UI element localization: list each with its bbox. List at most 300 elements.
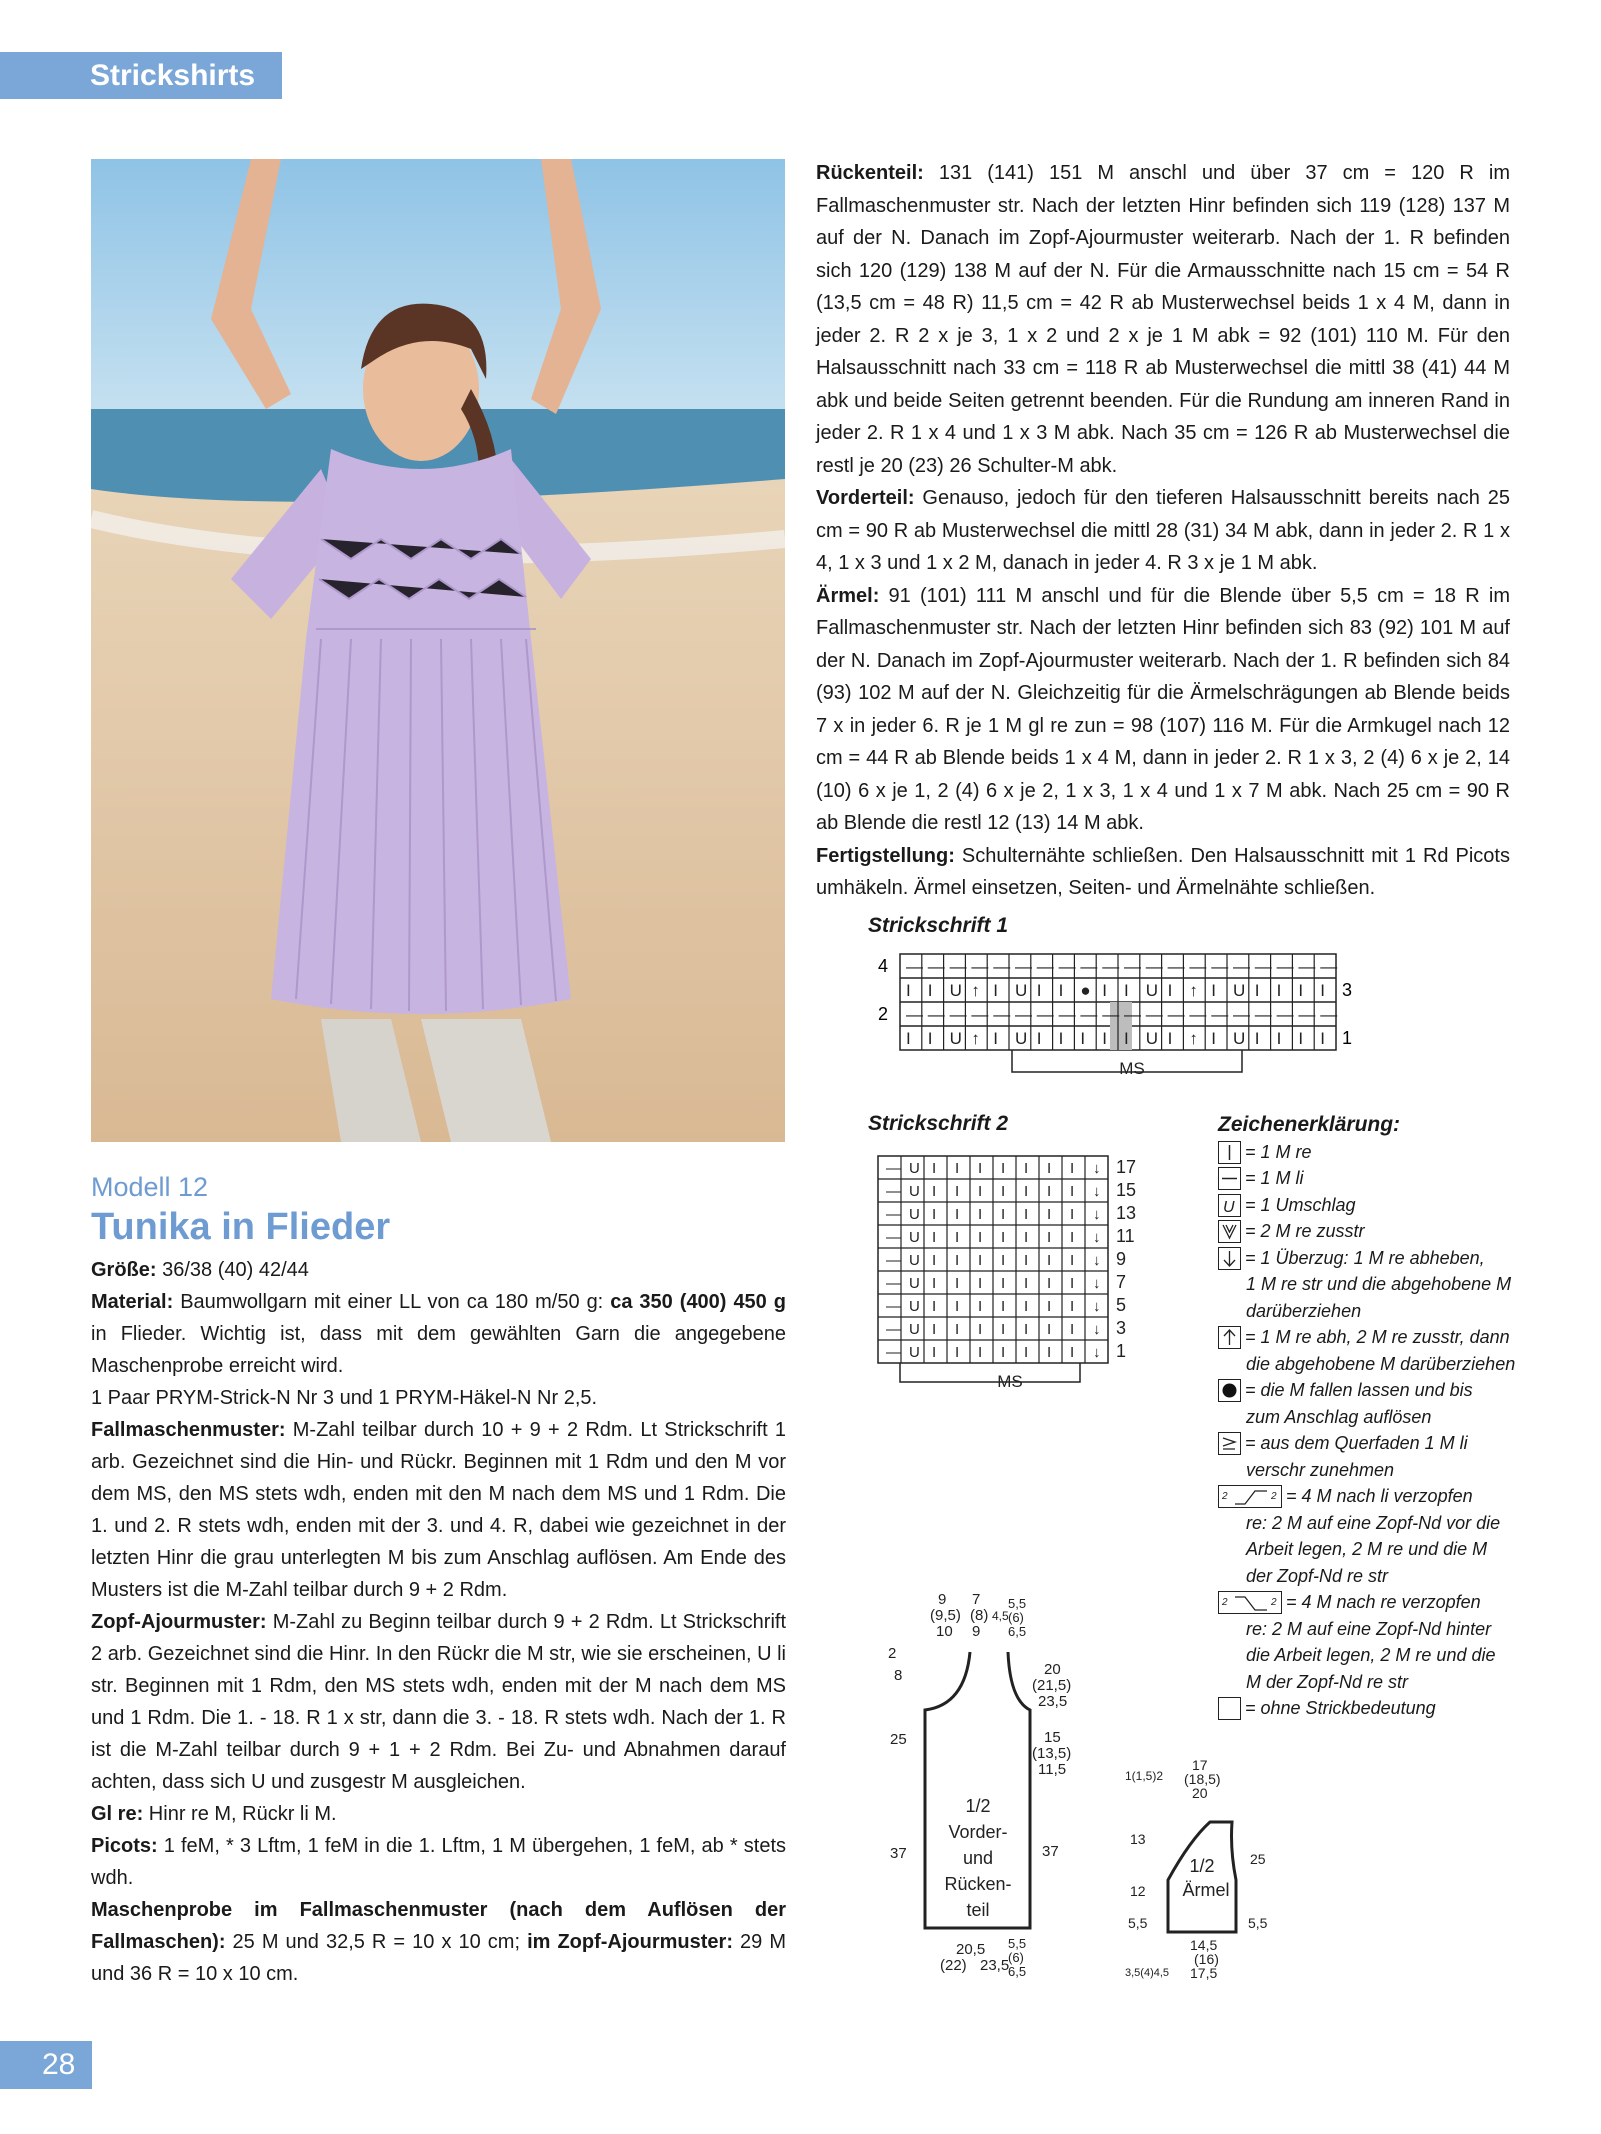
svg-text:I: I [927,1029,933,1048]
chart1-row-1: 1 [1342,1028,1353,1048]
svg-text:I: I [1070,1275,1075,1292]
svg-text:I: I [1047,1275,1052,1292]
svg-text:I: I [1047,1321,1052,1338]
chart1-title: Strickschrift 1 [868,914,1009,937]
body-label-1: 1/2 [965,1796,991,1816]
body-right-235: 23,5 [1038,1693,1068,1710]
svg-text:I: I [1001,1252,1006,1269]
svg-text:I: I [978,1229,983,1246]
legend-title: Zeichenerklärung: [1218,1113,1401,1136]
body-top-7: 7 [972,1591,981,1608]
svg-text:I: I [1254,981,1260,1000]
chart1-row-3: 3 [1342,980,1353,1000]
body-top-9b: 9 [972,1623,981,1640]
svg-text:I: I [932,1275,937,1292]
svg-text:—: — [1015,957,1032,976]
legend-drop-2: zum Anschlag auflösen [1246,1406,1432,1427]
svg-text:U: U [1015,1029,1028,1048]
body-top-55: 5,5 [1008,1596,1027,1611]
body-bottom-55: 5,5 [1008,1936,1027,1951]
svg-text:I: I [1254,1029,1260,1048]
body-top-9: 9 [938,1591,947,1608]
instructions-left [91,1170,786,1990]
svg-text:↓: ↓ [1093,1160,1101,1177]
svg-text:U: U [909,1344,920,1361]
svg-text:—: — [949,957,967,976]
fall-label: Fallmaschenmuster: [91,1419,286,1441]
svg-text:—: — [886,1344,901,1361]
svg-text:U: U [909,1275,920,1292]
svg-text:I: I [1024,1321,1029,1338]
legend-skp-2: 1 M re str und die abgehobene M [1246,1274,1512,1294]
svg-text:—: — [886,1321,901,1338]
svg-text:I: I [1024,1160,1029,1177]
aermel-label: Ärmel: [816,584,880,607]
svg-text:I: I [1167,1029,1173,1048]
svg-text:U: U [909,1183,920,1200]
vorder-text: Genauso, jedoch für den tieferen Halsausschnitt bereits nach 25 cm = 90 R ab Musterwechsel die mittl 28 (31) 34 M abk, dann in jeder 2. R 1 x 4, 1 x 3 und 1 x 2 M, danach in jeder 4. R 3 x je 1 M abk. [816,487,1510,574]
svg-text:I: I [1070,1183,1075,1200]
svg-text:I: I [1070,1321,1075,1338]
svg-text:—: — [1124,957,1141,976]
svg-text:I: I [1167,981,1173,1000]
svg-text:↓: ↓ [1093,1229,1101,1246]
svg-text:I: I [1047,1160,1052,1177]
svg-text:I: I [932,1206,937,1223]
svg-text:I: I [1102,981,1107,1000]
section-tab [0,52,282,99]
svg-text:—: — [906,1005,923,1024]
body-left-8: 8 [894,1667,903,1684]
svg-text:—: — [1189,1005,1207,1024]
purl-symbol-icon [1218,1167,1241,1190]
svg-text:—: — [1276,1005,1294,1024]
probe-label-2: im Zopf-Ajourmuster: [527,1931,733,1953]
svg-text:I: I [955,1160,960,1177]
svg-text:—: — [1102,1005,1120,1024]
legend-drop: = die M fallen lassen und bis [1245,1380,1473,1400]
svg-text:I: I [927,981,933,1000]
chart2-row-label: 7 [1116,1272,1127,1292]
sleeve-bottom-16: (16) [1194,1951,1219,1967]
fertig-text: Schulternähte schließen. Den Halsausschnitt mit 1 Rd Picots umhäkeln. Ärmel einsetzen, Seiten- und Ärmelnähte schließen. [816,844,1510,899]
aermel-text: 91 (101) 111 M anschl und für die Blende über 5,5 cm = 18 R im Fallmaschenmuster str. Nach der letzten Hinr befinden sich 83 (92) 101 M auf der N. Danach im Zopf-Ajourmuster weiterarb. Nach der 1. R befinden sich 84 (93) 102 M auf der N. Gleichzeitig für die Ärmelschrägungen ab Blende beids 7 x in jeder 6. R je 1 M gl re zun = 98 (107) 116 M. Für die Armkugel nach 12 cm = 44 R ab Blende beids 1 x 4 M, dann in jeder 2. R 1 x 3, 2 (4) 6 x je 2, 14 (10) 6 x je 1, 2 (4) 6 x je 2, 1 x 3, 1 x 4 und 1 x 7 M abk. Nach 25 cm = 90 R ab Blende die restl 12 (13) 14 M abk. [816,584,1510,834]
body-right-215: (21,5) [1032,1677,1072,1694]
svg-text:↓: ↓ [1093,1321,1101,1338]
svg-text:↓: ↓ [1093,1275,1101,1292]
svg-text:I: I [1080,1029,1086,1048]
chart2-row-label: 11 [1116,1226,1135,1246]
chart2-row-label: 9 [1116,1249,1127,1269]
svg-text:I: I [1024,1183,1029,1200]
svg-text:I: I [978,1160,983,1177]
legend-sk2p: = 1 M re abh, 2 M re zusstr, dann [1245,1327,1510,1347]
svg-text:—: — [1102,957,1120,976]
svg-text:↓: ↓ [1093,1206,1101,1223]
size-text: 36/38 (40) 42/44 [156,1259,309,1281]
yarn-over-symbol-icon [1218,1194,1241,1217]
svg-text:I: I [1320,981,1325,1000]
cable-right-symbol-icon [1218,1591,1282,1614]
svg-text:—: — [1015,1005,1032,1024]
svg-text:I: I [932,1321,937,1338]
zopf-text: M-Zahl zu Beginn teilbar durch 9 + 2 Rdm. Lt Strickschrift 2 arb. Gezeichnet sind die Hinr. In den Rückr die M str, wie sie erscheinen, U li str. Beginnen mit 1 Rdm, den MS stets wdh, enden mit der M nach dem MS und 1 Rdm. Die 1. - 18. R 1 x str, dann die 3. - 18. R stets wdh. Nach der 1. R ist die M-Zahl teilbar durch 9 + 1 + 2 Rdm. Bei Zu- und Abnahmen darauf achten, dass sich U und zusgestr M ausgleichen. [91,1611,786,1793]
body-right-15: 15 [1044,1729,1061,1746]
body-bottom-205: 20,5 [956,1941,986,1958]
svg-text:I: I [1024,1229,1029,1246]
page-number: 28 [42,2048,76,2081]
body-schematic [880,1590,1090,1990]
model-photo [91,159,785,1142]
svg-text:I: I [993,981,998,1000]
sleeve-bottom-145: 14,5 [1190,1937,1218,1953]
svg-text:I: I [955,1344,960,1361]
svg-text:—: — [1189,957,1207,976]
svg-text:I: I [978,1183,983,1200]
body-top-10: 10 [936,1623,953,1640]
svg-text:I: I [1058,1029,1064,1048]
svg-text:I: I [1070,1344,1075,1361]
body-top-65: 6,5 [1008,1624,1027,1639]
svg-text:U: U [1223,1198,1235,1216]
vorder-label: Vorderteil: [816,487,915,509]
size-label: Größe: [91,1259,157,1281]
body-right-20: 20 [1044,1661,1061,1678]
svg-text:—: — [1167,1005,1185,1024]
body-bottom-22: (22) [940,1957,967,1974]
svg-text:U: U [1145,1029,1159,1048]
svg-text:I: I [955,1229,960,1246]
svg-text:I: I [906,1029,911,1048]
fertig-label: Fertigstellung: [816,844,955,867]
svg-text:—: — [1254,957,1272,976]
svg-text:—: — [1058,1005,1076,1024]
svg-text:—: — [886,1206,901,1223]
svg-text:U: U [909,1160,920,1177]
sk2p-symbol-icon [1218,1326,1241,1349]
zopf-label: Zopf-Ajourmuster: [91,1611,267,1633]
svg-text:—: — [886,1298,901,1315]
model-label: Modell 12 [91,1172,209,1202]
svg-text:—: — [927,1005,945,1024]
svg-text:I: I [1001,1321,1006,1338]
svg-text:I: I [1001,1298,1006,1315]
legend-yarn-over: = 1 Umschlag [1245,1194,1356,1215]
body-top-45: 4,5 [992,1609,1009,1623]
probe-label: Maschenprobe im Fallmaschenmuster (nach dem Auflösen der Fallmaschen): [91,1899,786,1953]
svg-text:I: I [1102,1029,1107,1048]
svg-text:2: 2 [1222,1597,1228,1608]
svg-text:2: 2 [1222,1491,1228,1502]
svg-text:I: I [1047,1206,1052,1223]
svg-text:I: I [978,1344,983,1361]
legend-no-stitch: = ohne Strickbedeutung [1245,1698,1436,1718]
body-label-4: Rücken- [944,1874,1012,1894]
drop-stitch-symbol-icon [1218,1379,1241,1402]
svg-text:I: I [978,1321,983,1338]
legend-cable-left-4: der Zopf-Nd re str [1246,1565,1389,1586]
svg-text:↓: ↓ [1093,1183,1101,1200]
svg-text:—: — [1145,957,1163,976]
probe-text: 25 M und 32,5 R = 10 x 10 cm; [225,1931,528,1953]
body-label-3: und [962,1848,994,1868]
glre-text: Hinr re M, Rückr li M. [143,1803,337,1825]
glre-label: Gl re: [91,1803,144,1825]
body-right-135: (13,5) [1032,1745,1072,1762]
sleeve-top-1: 1(1,5)2 [1125,1769,1164,1783]
sleeve-left-13: 13 [1130,1831,1146,1847]
svg-text:I: I [955,1252,960,1269]
chart1-row-4: 4 [878,956,889,976]
svg-text:I: I [1001,1275,1006,1292]
legend-k2tog: = 2 M re zusstr [1245,1221,1365,1241]
chart2-row-label: 15 [1116,1180,1137,1200]
body-label-2: Vorder- [948,1822,1008,1842]
increase-symbol-icon [1218,1432,1241,1455]
svg-text:2: 2 [1271,1491,1277,1502]
sleeve-top-20: 20 [1192,1785,1208,1801]
legend-skp: = 1 Überzug: 1 M re abheben, [1245,1247,1485,1268]
svg-text:I: I [1036,981,1042,1000]
legend-skp-3: darüberziehen [1246,1300,1362,1321]
picots-text: 1 feM, * 3 Lftm, 1 feM in die 1. Lftm, 1 M übergehen, 1 feM, ab * stets wdh. [91,1835,786,1889]
material-amount: ca 350 (400) 450 g [610,1291,786,1313]
svg-text:U: U [1015,981,1028,1000]
sleeve-bottom-175: 17,5 [1190,1965,1218,1981]
material-text-2: in Flieder. Wichtig ist, dass mit dem gewählten Garn die angegebene Maschenprobe erreicht wird. [91,1323,786,1377]
svg-text:I: I [955,1183,960,1200]
svg-text:—: — [886,1275,901,1292]
svg-text:U: U [909,1321,920,1338]
svg-text:↑: ↑ [971,1029,980,1048]
svg-text:↑: ↑ [971,981,980,1000]
svg-text:I: I [978,1298,983,1315]
svg-text:I: I [1047,1229,1052,1246]
svg-text:—: — [886,1160,901,1177]
svg-text:I: I [955,1275,960,1292]
sleeve-right-25: 25 [1250,1851,1266,1867]
sleeve-left-55: 5,5 [1128,1915,1148,1931]
legend-cable-left-2: re: 2 M auf eine Zopf-Nd vor die [1246,1512,1501,1533]
svg-text:I: I [1047,1183,1052,1200]
svg-text:I: I [932,1252,937,1269]
legend-cable-right-3: die Arbeit legen, 2 M re und die [1246,1645,1496,1665]
k2tog-symbol-icon [1218,1220,1241,1243]
no-stitch-symbol-icon [1218,1697,1241,1720]
knit-symbol-icon [1218,1141,1241,1164]
svg-text:I: I [1047,1298,1052,1315]
svg-text:I: I [1001,1344,1006,1361]
svg-text:—: — [1276,957,1294,976]
model-title: Tunika in Flieder [91,1206,391,1248]
svg-text:I: I [1298,1029,1304,1048]
svg-text:—: — [1233,1005,1250,1024]
body-label-5: teil [966,1900,990,1920]
svg-text:—: — [1254,1005,1272,1024]
body-right-115: 11,5 [1038,1761,1067,1778]
svg-text:U: U [909,1298,920,1315]
svg-text:—: — [886,1252,901,1269]
chart1-grid [870,950,1370,1080]
svg-text:—: — [993,957,1011,976]
svg-text:I: I [1058,981,1064,1000]
svg-text:I: I [978,1252,983,1269]
sleeve-schematic [1120,1750,1300,1990]
svg-text:↓: ↓ [1093,1344,1101,1361]
chart2-row-label: 3 [1116,1318,1127,1338]
svg-text:2: 2 [1271,1597,1277,1608]
svg-text:—: — [927,957,945,976]
svg-text:U: U [949,981,962,1000]
svg-text:I: I [932,1344,937,1361]
svg-text:I: I [932,1183,937,1200]
svg-text:I: I [1024,1344,1029,1361]
picots-label: Picots: [91,1835,158,1857]
svg-text:—: — [1080,1005,1098,1024]
svg-text:—: — [1233,957,1250,976]
svg-text:I: I [1124,1029,1129,1048]
svg-text:●: ● [1080,981,1091,1000]
svg-text:U: U [949,1029,962,1048]
chart2-row-label: 17 [1116,1157,1137,1177]
legend-cable-right: = 4 M nach re verzopfen [1286,1592,1481,1612]
material-text: Baumwollgarn mit einer LL von ca 180 m/50 g: [173,1291,611,1313]
cable-left-symbol-icon [1218,1485,1282,1508]
legend-knit: = 1 M re [1245,1141,1312,1162]
svg-text:—: — [1080,957,1098,976]
svg-text:—: — [1145,1005,1163,1024]
svg-text:I: I [1001,1183,1006,1200]
svg-text:I: I [1211,1029,1216,1048]
chart1-ms: MS [1119,1059,1145,1078]
chart2-grid [870,1150,1160,1400]
svg-text:—: — [886,1183,901,1200]
svg-text:I: I [955,1321,960,1338]
svg-text:I: I [1298,981,1304,1000]
svg-text:I: I [1001,1160,1006,1177]
svg-text:I: I [1070,1206,1075,1223]
svg-text:I: I [1024,1252,1029,1269]
svg-text:U: U [909,1229,920,1246]
svg-text:—: — [1298,957,1316,976]
body-left-2: 2 [888,1645,897,1662]
legend-cable-right-2: re: 2 M auf eine Zopf-Nd hinter [1246,1618,1492,1639]
svg-text:—: — [886,1229,901,1246]
body-left-37: 37 [890,1845,907,1862]
chart2-ms: MS [997,1372,1023,1391]
sleeve-label-1: 1/2 [1189,1856,1215,1876]
svg-text:I: I [1024,1298,1029,1315]
svg-text:I: I [1124,981,1129,1000]
ruecken-text: 131 (141) 151 M anschl und über 37 cm = 120 R im Fallmaschenmuster str. Nach der letzten Hinr befinden sich 119 (128) 137 M auf der N. Danach im Zopf-Ajourmuster weiterarb. Nach der 1. R befinden sich 120 (129) 138 M auf der N. Für die Armausschnitte nach 15 cm = 54 R (13,5 cm = 48 R) 11,5 cm = 42 R ab Musterwechsel beids 1 x 4 M, dann in jeder 2. R 2 x je 3, 1 x 2 und 2 x je 1 M abk = 92 (101) 110 M. Für den Halsausschnitt nach 33 cm = 118 R ab Musterwechsel die mittl 38 (41) 44 M abk und beide Seiten getrennt beenden. Für die Rundung am inneren Rand in jeder 2. R 1 x 4 und 1 x 3 M abk. Nach 35 cm = 126 R ab Musterwechsel die restl je 20 (23) 26 Schulter-M abk. [816,162,1510,477]
body-left-25: 25 [890,1731,907,1748]
legend [1218,1112,1568,1722]
body-right-37: 37 [1042,1843,1059,1860]
svg-text:I: I [955,1298,960,1315]
svg-text:U: U [1145,981,1159,1000]
body-bottom-65: 6,5 [1008,1964,1027,1979]
svg-text:I: I [1211,981,1216,1000]
sleeve-left-12: 12 [1130,1883,1146,1899]
sleeve-top-185: (18,5) [1184,1771,1221,1787]
svg-text:—: — [993,1005,1011,1024]
section-title: Strickshirts [90,59,256,92]
body-bottom-235: 23,5 [980,1957,1010,1974]
svg-text:I: I [955,1206,960,1223]
sleeve-label-2: Ärmel [1182,1880,1230,1900]
svg-text:I: I [932,1229,937,1246]
svg-text:↑: ↑ [1189,1029,1198,1048]
svg-text:—: — [949,1005,967,1024]
svg-text:I: I [932,1160,937,1177]
svg-text:I: I [1070,1252,1075,1269]
sleeve-top-17: 17 [1192,1757,1208,1773]
svg-text:I: I [1001,1206,1006,1223]
svg-text:I: I [1024,1275,1029,1292]
svg-text:I: I [1320,1029,1325,1048]
svg-text:—: — [1320,1005,1338,1024]
body-top-6: (6) [1008,1610,1024,1625]
svg-text:I: I [1047,1252,1052,1269]
svg-text:—: — [1320,957,1338,976]
fall-text: M-Zahl teilbar durch 10 + 9 + 2 Rdm. Lt Strickschrift 1 arb. Gezeichnet sind die Hin- und Rückr. Beginnen mit 1 Rdm und den M vor dem MS, den MS stets wdh, enden mit den M nach dem MS und 1 Rdm. Die 1. und 2. R stets wdh, enden mit der 3. und 4. R, dabei wie gezeichnet in der letzten Hinr die grau unterlegten M bis zum Anschlag auflösen. Am Ende des Musters ist die M-Zahl teilbar durch 9 + 2 Rdm. [91,1419,786,1601]
page-number-tab [0,2041,92,2089]
legend-sk2p-2: die abgehobene M darüberziehen [1246,1353,1516,1374]
svg-text:—: — [1036,1005,1054,1024]
svg-text:U: U [1233,1029,1246,1048]
svg-text:I: I [1024,1206,1029,1223]
svg-text:I: I [1276,1029,1282,1048]
svg-text:↓: ↓ [1093,1298,1101,1315]
svg-text:I: I [993,1029,998,1048]
svg-text:I: I [1070,1229,1075,1246]
svg-text:—: — [1058,957,1076,976]
sleeve-right-55: 5,5 [1248,1915,1268,1931]
body-top-8: (8) [970,1607,989,1624]
svg-text:I: I [906,981,911,1000]
svg-text:—: — [1124,1005,1141,1024]
svg-text:I: I [978,1206,983,1223]
svg-text:↑: ↑ [1189,981,1198,1000]
svg-text:—: — [906,957,923,976]
svg-text:—: — [1167,957,1185,976]
svg-text:—: — [1211,957,1229,976]
chart2-row-label: 1 [1116,1341,1127,1361]
svg-text:—: — [971,957,989,976]
svg-text:I: I [978,1275,983,1292]
svg-text:↓: ↓ [1093,1252,1101,1269]
legend-cable-right-4: M der Zopf-Nd re str [1246,1671,1409,1692]
material-label: Material: [91,1291,174,1313]
svg-text:U: U [909,1252,920,1269]
legend-cable-left: = 4 M nach li verzopfen [1286,1486,1473,1506]
needles-text: 1 Paar PRYM-Strick-N Nr 3 und 1 PRYM-Häkel-N Nr 2,5. [91,1387,598,1409]
chart1-row-2: 2 [878,1004,889,1024]
instructions-right [816,157,1510,905]
svg-text:U: U [909,1206,920,1223]
skp-symbol-icon [1218,1247,1241,1270]
svg-text:—: — [1036,957,1054,976]
ruecken-label: Rückenteil: [816,162,924,184]
legend-purl: = 1 M li [1245,1168,1304,1188]
chart2-row-label: 13 [1116,1203,1137,1223]
body-bottom-6: (6) [1008,1950,1024,1965]
svg-text:—: — [971,1005,989,1024]
svg-text:—: — [1298,1005,1316,1024]
chart2-title: Strickschrift 2 [868,1112,1009,1135]
svg-text:—: — [1211,1005,1229,1024]
legend-cable-left-3: Arbeit legen, 2 M re und die M [1246,1539,1488,1559]
